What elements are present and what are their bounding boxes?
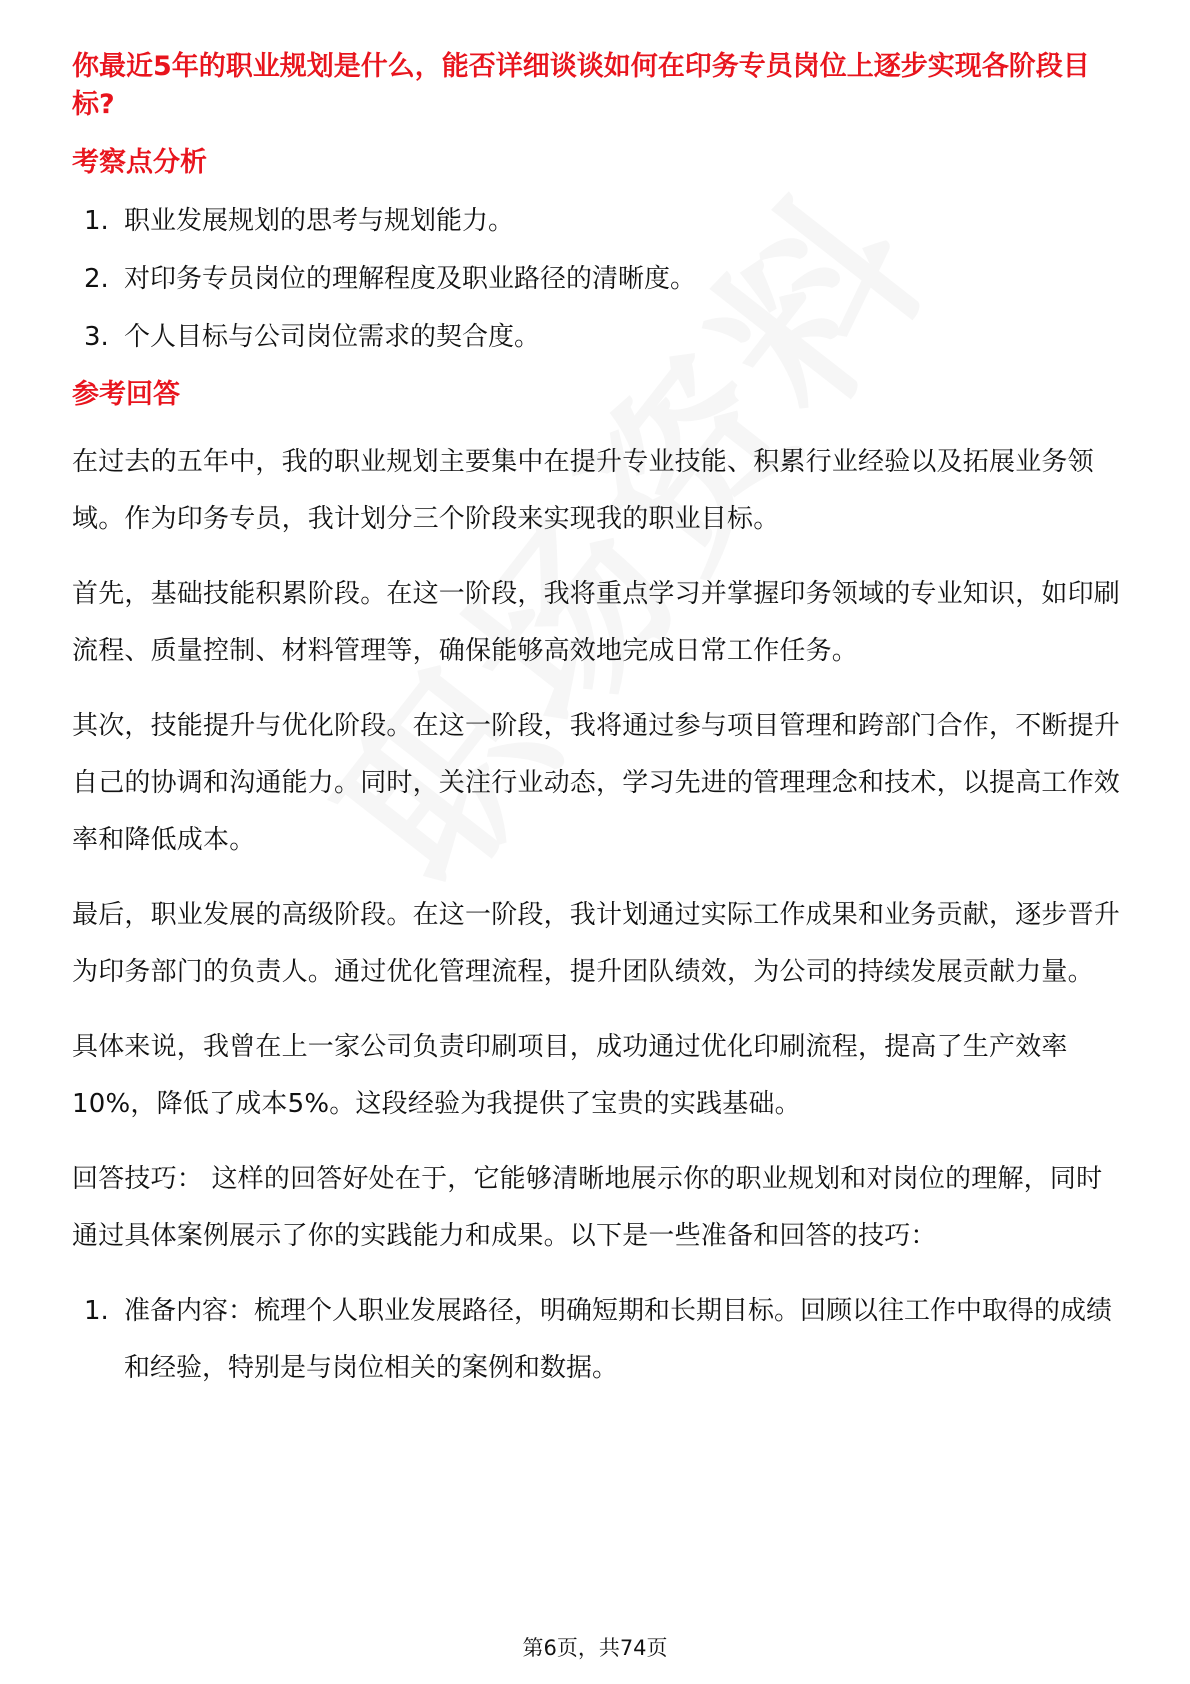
analysis-list bbox=[72, 202, 1122, 356]
list-number: 1. bbox=[84, 206, 109, 236]
analysis-item-text: 职业发展规划的思考与规划能力。 bbox=[124, 206, 515, 236]
answer-paragraph: 最后，职业发展的高级阶段。在这一阶段，我计划通过实际工作成果和业务贡献，逐步晋升为印务部门的负责人。通过优化管理流程，提升团队绩效，为公司的持续发展贡献力量。 bbox=[72, 900, 1121, 987]
analysis-item bbox=[72, 260, 1122, 298]
analysis-item-text: 对印务专员岗位的理解程度及职业路径的清晰度。 bbox=[124, 264, 697, 294]
question-heading: 你最近5年的职业规划是什么，能否详细谈谈如何在印务专员岗位上逐步实现各阶段目标? bbox=[72, 51, 1090, 120]
tip-item-text: 准备内容：梳理个人职业发展路径，明确短期和长期目标。回顾以往工作中取得的成绩和经验，特别是与岗位相关的案例和数据。 bbox=[124, 1296, 1113, 1383]
analysis-item-text: 个人目标与公司岗位需求的契合度。 bbox=[124, 322, 541, 352]
tip-item bbox=[72, 1283, 1122, 1397]
answer-paragraph: 首先，基础技能积累阶段。在这一阶段，我将重点学习并掌握印务领域的专业知识，如印刷流程、质量控制、材料管理等，确保能够高效地完成日常工作任务。 bbox=[72, 579, 1121, 666]
answer-paragraph: 具体来说，我曾在上一家公司负责印刷项目，成功通过优化印刷流程，提高了生产效率10%，降低了成本5%。这段经验为我提供了宝贵的实践基础。 bbox=[72, 1032, 1068, 1119]
tips-intro-paragraph: 回答技巧： 这样的回答好处在于，它能够清晰地展示你的职业规划和对岗位的理解，同时通过具体案例展示了你的实践能力和成果。以下是一些准备和回答的技巧： bbox=[72, 1164, 1103, 1251]
answer-body bbox=[72, 434, 1122, 1265]
page-content bbox=[72, 48, 1122, 1397]
answer-paragraph: 其次，技能提升与优化阶段。在这一阶段，我将通过参与项目管理和跨部门合作，不断提升自己的协调和沟通能力。同时，关注行业动态，学习先进的管理理念和技术，以提高工作效率和降低成本。 bbox=[72, 711, 1121, 855]
analysis-item bbox=[72, 202, 1122, 240]
list-number: 1. bbox=[84, 1296, 109, 1326]
analysis-title: 考察点分析 bbox=[72, 147, 207, 178]
list-number: 2. bbox=[84, 264, 109, 294]
answer-title: 参考回答 bbox=[72, 379, 180, 410]
answer-paragraph: 在过去的五年中，我的职业规划主要集中在提升专业技能、积累行业经验以及拓展业务领域。作为印务专员，我计划分三个阶段来实现我的职业目标。 bbox=[72, 447, 1094, 534]
list-number: 3. bbox=[84, 322, 109, 352]
tips-list bbox=[72, 1283, 1122, 1397]
page-footer: 第6页，共74页 bbox=[522, 1636, 668, 1660]
analysis-item bbox=[72, 318, 1122, 356]
